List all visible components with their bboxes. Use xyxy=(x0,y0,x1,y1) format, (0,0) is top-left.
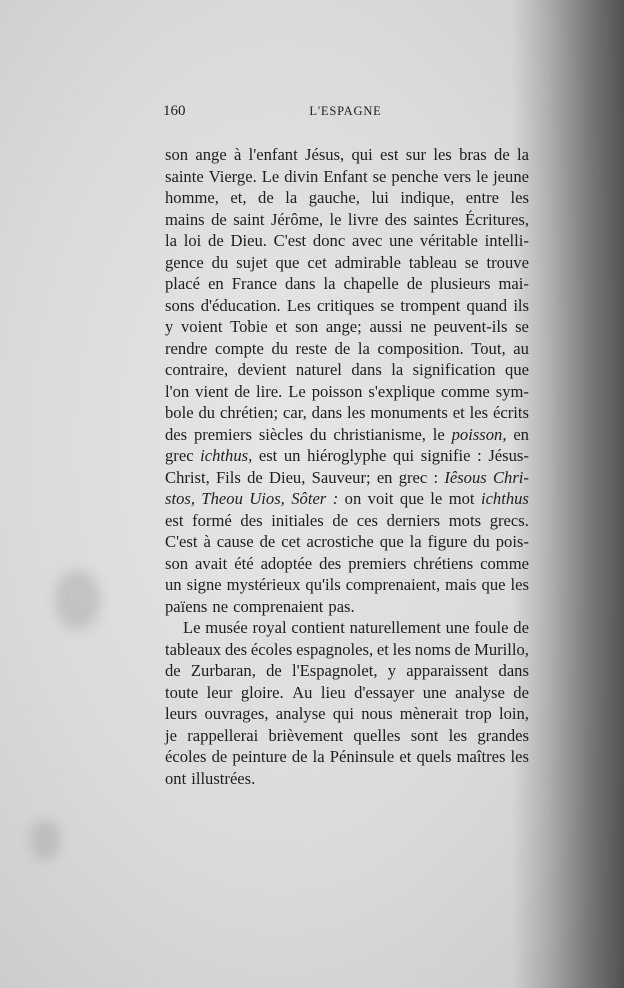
word: derniers xyxy=(386,510,441,530)
text-line xyxy=(165,596,529,618)
word: France xyxy=(231,274,277,293)
word: bole xyxy=(165,403,194,422)
text-line xyxy=(165,488,529,510)
text-line xyxy=(165,209,529,231)
text-line xyxy=(165,725,529,747)
word: comme xyxy=(480,553,529,573)
word: une xyxy=(445,618,470,637)
word: du xyxy=(198,403,216,422)
word: de xyxy=(513,682,529,702)
word: Jésus, xyxy=(305,145,345,164)
word: sur xyxy=(405,145,427,164)
word: acrostiche xyxy=(306,532,374,551)
word: Dieu, xyxy=(268,467,306,487)
word: comprenaient xyxy=(233,596,324,616)
word: placé xyxy=(165,274,201,293)
word: naturellement xyxy=(349,618,441,637)
word: les xyxy=(510,188,529,207)
word: du xyxy=(309,424,327,444)
word: C'est xyxy=(165,532,198,551)
word: vers xyxy=(443,166,472,186)
word: composition. xyxy=(377,338,464,358)
word: de xyxy=(258,188,274,207)
word: brièvement xyxy=(268,725,344,745)
word: de xyxy=(454,639,471,659)
word: cet xyxy=(307,252,327,272)
text-line xyxy=(165,531,529,553)
word: sujet xyxy=(236,252,268,272)
text-line xyxy=(165,467,529,489)
word: les xyxy=(347,403,366,422)
word: tableau xyxy=(408,252,457,272)
word: y xyxy=(387,661,397,680)
word: saint xyxy=(233,209,265,229)
word: avait xyxy=(195,553,228,573)
word: lire. xyxy=(255,381,283,401)
word: ne xyxy=(410,317,426,336)
word: peinture xyxy=(232,747,287,766)
word: pois- xyxy=(495,532,529,551)
word: l'on xyxy=(165,381,190,401)
word: admirable xyxy=(334,252,401,272)
word: d'éducation. xyxy=(200,295,281,315)
text-line xyxy=(165,660,529,682)
word: Au xyxy=(292,682,313,702)
word: Christ, xyxy=(165,467,210,487)
word: un xyxy=(283,446,301,465)
word: de xyxy=(406,274,423,293)
word: de xyxy=(266,661,282,680)
word: grandes xyxy=(477,725,529,745)
word: ces xyxy=(356,510,378,530)
word: on xyxy=(344,489,362,508)
word: son xyxy=(295,317,319,336)
word: une xyxy=(422,682,447,702)
text-line xyxy=(165,187,529,209)
word: la xyxy=(323,274,336,293)
word: lui xyxy=(371,188,389,207)
word: l'Espagnolet, xyxy=(292,661,378,680)
word: les xyxy=(433,145,452,164)
word: dans xyxy=(351,360,382,379)
word: cet xyxy=(281,532,301,551)
word: des xyxy=(319,553,342,573)
word: Péninsule xyxy=(329,747,395,766)
text-line xyxy=(165,295,529,317)
word: intelli- xyxy=(484,231,529,250)
word: Le xyxy=(288,381,306,401)
word: livre xyxy=(347,209,379,229)
word: le xyxy=(476,166,489,186)
word: grec xyxy=(398,467,428,487)
text-line xyxy=(165,166,529,188)
word: mai- xyxy=(498,274,529,293)
word: se xyxy=(464,252,479,272)
word: nous xyxy=(361,704,393,723)
word: la xyxy=(391,360,404,379)
word: poisson xyxy=(311,381,363,401)
word: maîtres xyxy=(456,747,506,766)
word: leur xyxy=(206,682,233,702)
word: de xyxy=(259,532,276,551)
word: loin, xyxy=(498,704,529,723)
word: qu'ils xyxy=(305,575,341,594)
word: Sauveur; xyxy=(311,467,371,487)
word: d'essayer xyxy=(354,682,415,702)
word: hiéroglyphe xyxy=(307,446,387,465)
word: Les xyxy=(286,295,311,315)
word: y xyxy=(165,317,174,336)
word: dans xyxy=(284,274,316,293)
word: des xyxy=(165,424,188,444)
word: les xyxy=(392,639,412,659)
text-line xyxy=(165,359,529,381)
word: signe xyxy=(186,575,222,594)
word: trompent xyxy=(400,295,461,315)
word: vient xyxy=(195,381,229,401)
word: sont xyxy=(410,725,439,745)
word: en xyxy=(376,467,393,487)
word: et xyxy=(275,317,288,336)
word: critiques xyxy=(317,295,375,315)
word: les xyxy=(448,725,468,745)
word: païens xyxy=(165,596,208,616)
word: royal xyxy=(252,618,287,637)
word: la xyxy=(357,338,370,358)
word: dans xyxy=(498,661,529,680)
word: la xyxy=(312,747,325,766)
running-head: L'ESPAGNE xyxy=(309,104,382,118)
word: voient xyxy=(180,317,223,336)
word: compte xyxy=(215,338,264,358)
word: Tout, xyxy=(471,338,506,358)
italic-word: poisson, xyxy=(451,424,507,444)
word: de xyxy=(208,231,224,250)
word: de xyxy=(211,209,227,229)
word: contraire, xyxy=(165,360,229,379)
word: écrits xyxy=(492,403,529,422)
text-line xyxy=(165,273,529,295)
italic-word: : xyxy=(332,489,339,508)
word: indique, xyxy=(400,188,455,207)
word: trop xyxy=(465,704,492,723)
word: chrétiens xyxy=(413,553,474,573)
word: car, xyxy=(282,403,307,422)
word: se xyxy=(372,166,387,186)
page-header xyxy=(163,103,528,123)
word: signification xyxy=(412,360,496,379)
text-line xyxy=(165,252,529,274)
word: analyse xyxy=(275,704,326,723)
word: Dieu. xyxy=(230,231,267,250)
text-line xyxy=(165,316,529,338)
word: est xyxy=(258,446,278,465)
word: Enfant xyxy=(323,166,368,186)
word: sainte xyxy=(165,166,204,186)
word: gence xyxy=(165,252,204,272)
word: les xyxy=(469,403,489,422)
word: gauche, xyxy=(308,188,360,207)
word: Le xyxy=(261,166,280,186)
text-line xyxy=(165,553,529,575)
word: initiales xyxy=(271,510,324,530)
word: de xyxy=(211,747,228,766)
word: reste xyxy=(295,338,327,358)
word: apparaissent xyxy=(406,661,489,680)
word: devient xyxy=(237,360,287,379)
word: qui xyxy=(351,145,373,164)
word: en xyxy=(513,424,529,444)
word: qui xyxy=(392,446,415,465)
word: comprenaient, xyxy=(345,575,441,594)
word: été xyxy=(234,553,254,573)
text-line xyxy=(165,381,529,403)
word: tableaux xyxy=(165,639,222,659)
word: illustrées. xyxy=(191,768,256,788)
word: jeune xyxy=(493,166,529,186)
text-line xyxy=(165,574,529,596)
word: avec xyxy=(351,231,383,250)
word: la xyxy=(285,188,298,207)
word: naturel xyxy=(295,360,342,379)
word: de xyxy=(291,747,308,766)
word: s'explique xyxy=(368,381,435,401)
word: sons xyxy=(165,295,195,315)
word: grec xyxy=(165,446,194,465)
word: foule xyxy=(474,618,509,637)
word: le xyxy=(432,424,445,444)
word: premiers xyxy=(193,424,253,444)
word: de xyxy=(165,661,181,680)
word: la xyxy=(165,231,177,250)
word: son xyxy=(165,553,189,573)
word: pas. xyxy=(328,596,355,616)
word: des xyxy=(384,209,407,229)
word: toute xyxy=(165,682,199,702)
word: analyse xyxy=(455,682,505,702)
word: se xyxy=(380,295,395,315)
word: comme xyxy=(440,381,490,401)
word: ouvrages, xyxy=(204,704,269,723)
word: C'est xyxy=(273,231,307,250)
word: de xyxy=(494,145,510,164)
word: Le xyxy=(183,618,201,637)
word: quand xyxy=(466,295,508,315)
word: leurs xyxy=(165,704,198,723)
word: qui xyxy=(332,704,354,723)
word: du xyxy=(473,532,490,551)
italic-word: Chri- xyxy=(492,467,529,487)
word: donc xyxy=(312,231,346,250)
word: les xyxy=(510,575,529,594)
word: son xyxy=(165,145,189,164)
text-line xyxy=(165,746,529,768)
italic-word: stos, xyxy=(165,489,195,508)
word: figure xyxy=(427,532,468,551)
word: que xyxy=(275,252,300,272)
word: une xyxy=(389,231,414,250)
word: plusieurs xyxy=(430,274,491,293)
word: que xyxy=(399,489,424,508)
text-line xyxy=(165,230,529,252)
word: saintes xyxy=(413,209,459,229)
italic-word: ichthus, xyxy=(200,446,253,465)
text-line xyxy=(165,510,529,532)
word: rappellerai xyxy=(187,725,259,745)
word: de xyxy=(513,618,529,637)
word: Écritures, xyxy=(464,209,529,229)
word: se xyxy=(515,317,529,336)
word: penche xyxy=(391,166,439,186)
word: écoles xyxy=(165,747,207,766)
word: écoles xyxy=(250,639,293,659)
word: dans xyxy=(311,403,343,422)
word: aussi xyxy=(369,317,403,336)
word: à xyxy=(203,532,211,551)
word: bras xyxy=(459,145,487,164)
italic-word: ichthus xyxy=(480,489,529,508)
word: des xyxy=(225,639,248,659)
paper-stain xyxy=(30,820,60,860)
word: de xyxy=(234,381,250,401)
word: mot xyxy=(448,489,475,508)
word: chrétien; xyxy=(220,403,279,422)
text-line xyxy=(165,682,529,704)
word: mains xyxy=(165,209,205,229)
word: ange; xyxy=(325,317,362,336)
body-text xyxy=(165,144,529,789)
text-line xyxy=(165,424,529,446)
page-number: 160 xyxy=(163,103,186,119)
word: Fils xyxy=(215,467,241,487)
word: entre xyxy=(465,188,499,207)
word: monuments xyxy=(370,403,448,422)
text-line xyxy=(165,639,529,661)
word: cause xyxy=(216,532,254,551)
word: ne xyxy=(212,596,229,616)
text-line xyxy=(165,402,529,424)
text-line xyxy=(165,703,529,725)
word: loi xyxy=(183,231,202,250)
word: Murillo, xyxy=(474,639,529,659)
italic-word: Theou xyxy=(201,489,243,508)
word: christianisme, xyxy=(333,424,426,444)
word: est xyxy=(165,510,184,530)
word: premiers xyxy=(348,553,407,573)
word: du xyxy=(271,338,289,358)
word: la xyxy=(516,145,529,164)
word: et xyxy=(452,403,465,422)
word: de xyxy=(334,338,351,358)
word: noms xyxy=(414,639,451,659)
word: homme, xyxy=(165,188,219,207)
text-line xyxy=(165,338,529,360)
word: est xyxy=(380,145,399,164)
word: le xyxy=(329,209,342,229)
word: peuvent-ils xyxy=(433,317,508,336)
italic-word: Sôter xyxy=(291,489,327,508)
word: du xyxy=(211,252,229,272)
word: au xyxy=(513,338,529,358)
word: en xyxy=(208,274,224,293)
text-line xyxy=(165,144,529,166)
italic-word: Iêsous xyxy=(444,467,487,487)
word: divin xyxy=(284,166,319,186)
word: espagnoles, xyxy=(296,639,374,659)
word: les xyxy=(510,747,529,766)
word: chapelle xyxy=(343,274,399,293)
word: la xyxy=(409,532,422,551)
word: et xyxy=(399,747,412,766)
word: Jérôme, xyxy=(270,209,324,229)
word: Jésus- xyxy=(488,446,529,465)
text-line xyxy=(165,768,529,790)
word: ange xyxy=(195,145,227,164)
word: je xyxy=(165,725,177,745)
word: que xyxy=(505,360,529,379)
paper-stain xyxy=(55,570,100,630)
word: de xyxy=(332,510,349,530)
word: que xyxy=(379,532,404,551)
word: siècles xyxy=(258,424,304,444)
text-line xyxy=(165,445,529,467)
word: ils xyxy=(513,295,529,315)
word: grecs. xyxy=(489,510,529,530)
word: quels xyxy=(416,747,452,766)
word: à xyxy=(233,145,242,164)
word: rendre xyxy=(165,338,208,358)
italic-word: Uios, xyxy=(249,489,285,508)
word: trouve xyxy=(486,252,529,272)
word: musée xyxy=(205,618,248,637)
word: mènerait xyxy=(399,704,458,723)
word: des xyxy=(240,510,263,530)
word: sym- xyxy=(495,381,529,401)
word: l'enfant xyxy=(248,145,298,164)
word: véritable xyxy=(419,231,478,250)
word: gloire. xyxy=(240,682,284,702)
word: formé xyxy=(192,510,232,530)
word: et, xyxy=(230,188,247,207)
word: : xyxy=(433,467,439,487)
word: : xyxy=(477,446,482,465)
word: Tobie xyxy=(230,317,268,336)
word: Zurbaran, xyxy=(190,661,256,680)
word: contient xyxy=(291,618,345,637)
word: ont xyxy=(165,768,187,788)
word: lieu xyxy=(320,682,346,702)
word: un xyxy=(165,575,182,594)
word: et xyxy=(376,639,389,659)
word: signifie xyxy=(420,446,471,465)
word: voit xyxy=(367,489,394,508)
text-line xyxy=(165,617,529,639)
word: adoptée xyxy=(260,553,313,573)
word: que xyxy=(481,575,506,594)
word: quelles xyxy=(353,725,401,745)
word: Vierge. xyxy=(208,166,257,186)
word: mots xyxy=(448,510,482,530)
word: de xyxy=(247,467,263,487)
word: le xyxy=(430,489,443,508)
word: mais xyxy=(445,575,477,594)
word: mystérieux xyxy=(226,575,301,594)
